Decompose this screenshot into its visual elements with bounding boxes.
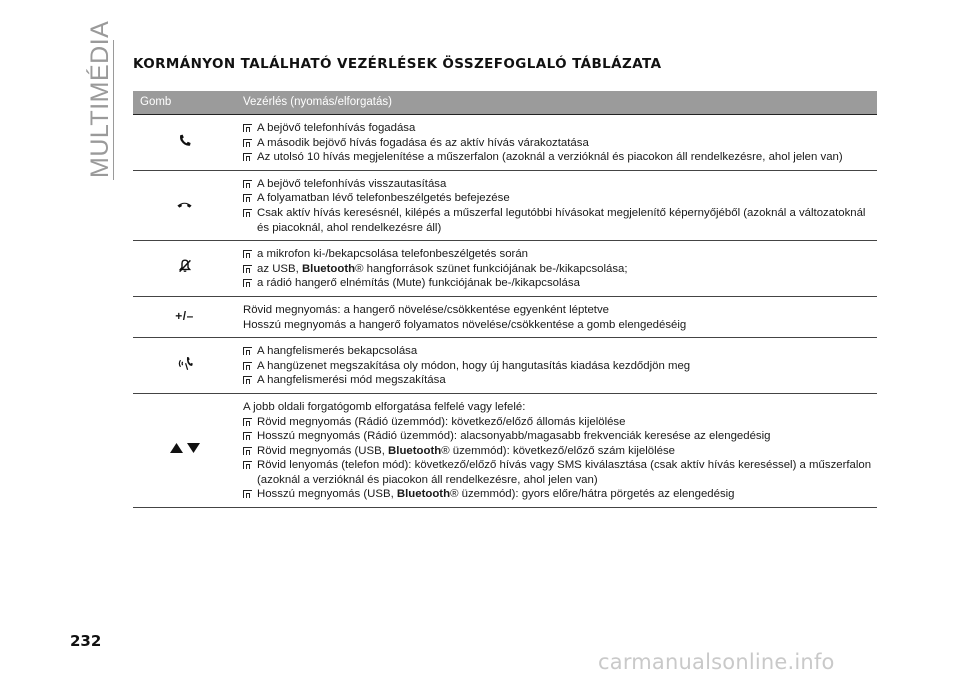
line-text: az USB,: [257, 262, 302, 275]
section-side-tab: MULTIMÉDIA: [86, 20, 114, 178]
description-line: [243, 303, 877, 318]
button-cell: [133, 241, 236, 297]
phone-hangup-icon: [177, 199, 192, 211]
mute-icon: [178, 264, 192, 276]
control-description-cell: [236, 393, 877, 507]
line-text: A bejövő telefonhívás visszautasítása: [257, 177, 447, 190]
bullet-icon: [243, 153, 252, 161]
bullet-icon: [243, 362, 252, 370]
line-text: A folyamatban lévő telefonbeszélgetés befejezése: [257, 192, 510, 205]
bullet-icon: [243, 418, 252, 426]
line-text: Csak aktív hívás keresésnél, kilépés a műszerfal legutóbbi hívásokat megjelenítő képernyőjéből (azoknál a változatoknál és piacoknál, ahol rendelkezésre áll): [257, 206, 866, 234]
line-text: Rövid lenyomás (telefon mód): következő/előző hívás vagy SMS kiválasztása (csak aktív hívás kereséssel) a műszerfalon (azoknál a verzióknál és piacokon áll rendelkezésre, ahol jelen van): [257, 459, 872, 486]
button-cell: [133, 115, 236, 171]
line-text: A második bejövő hívás fogadása és az aktív hívás várakoztatása: [257, 136, 589, 149]
bullet-icon: [243, 376, 252, 384]
description-line: [243, 359, 877, 374]
description-line: [243, 373, 877, 388]
phone-answer-icon: [179, 138, 191, 150]
description-line: [243, 262, 877, 277]
table-row: [133, 170, 877, 240]
description-line: [243, 177, 877, 192]
line-text: A jobb oldali forgatógomb elforgatása felfelé vagy lefelé:: [243, 400, 526, 413]
bullet-icon: [243, 279, 252, 287]
bullet-icon: [243, 194, 252, 202]
control-description-cell: [236, 170, 877, 240]
control-description-cell: [236, 338, 877, 394]
description-line: [243, 415, 877, 430]
description-line: [243, 458, 877, 487]
line-text: A hangüzenet megszakítása oly módon, hogy új hangutasítás kiadása kezdődjön meg: [257, 359, 691, 372]
line-text: a rádió hangerő elnémítás (Mute) funkciójának be-/kikapcsolása: [257, 277, 580, 290]
description-line: [243, 487, 877, 502]
bullet-icon: [243, 139, 252, 147]
description-line: [243, 150, 877, 165]
line-text: Hosszú megnyomás (USB,: [257, 488, 397, 501]
table-row: [133, 393, 877, 507]
page-number: 232: [70, 632, 102, 650]
description-line: [243, 206, 877, 235]
line-text-bold: Bluetooth: [301, 262, 356, 275]
button-cell: [133, 338, 236, 394]
description-line: [243, 400, 877, 415]
voice-recognition-icon: [177, 362, 193, 374]
line-text: a mikrofon ki-/bekapcsolása telefonbeszélgetés során: [257, 248, 528, 261]
up-down-arrows-icon: [169, 445, 201, 457]
table-body: [133, 115, 877, 508]
description-line: [243, 429, 877, 444]
bullet-icon: [243, 180, 252, 188]
description-line: [243, 136, 877, 151]
table-row: [133, 296, 877, 337]
control-description-cell: [236, 241, 877, 297]
bullet-icon: [243, 250, 252, 258]
table-header-row: [133, 91, 877, 115]
control-description-cell: [236, 296, 877, 337]
description-line: [243, 344, 877, 359]
line-text: Rövid megnyomás (USB,: [257, 444, 389, 457]
bullet-icon: [243, 209, 252, 217]
description-line: [243, 247, 877, 262]
description-line: [243, 191, 877, 206]
table-row: [133, 241, 877, 297]
line-text: Hosszú megnyomás a hangerő folyamatos növelése/csökkentése a gomb elengedéséig: [243, 318, 687, 331]
header-button: Gomb: [133, 91, 236, 115]
description-line: [243, 276, 877, 291]
header-control: Vezérlés (nyomás/elforgatás): [236, 91, 877, 115]
line-text: A hangfelismerés bekapcsolása: [257, 345, 418, 358]
control-description-cell: [236, 115, 877, 171]
line-text-bold: Bluetooth: [396, 488, 451, 501]
description-line: [243, 121, 877, 136]
button-cell: [133, 296, 236, 337]
bullet-icon: [243, 490, 252, 498]
bullet-icon: [243, 124, 252, 132]
line-text: ® üzemmód): következő/előző szám kijelölése: [441, 444, 675, 457]
table-row: [133, 338, 877, 394]
steering-controls-table: [133, 91, 877, 508]
bullet-icon: [243, 447, 252, 455]
bullet-icon: [243, 461, 252, 469]
button-cell: [133, 393, 236, 507]
watermark: carmanualsonline.info: [598, 650, 835, 674]
line-text: Rövid megnyomás: a hangerő növelése/csökkentése egyenként léptetve: [243, 303, 609, 316]
button-cell: [133, 170, 236, 240]
page-title: KORMÁNYON TALÁLHATÓ VEZÉRLÉSEK ÖSSZEFOGLALÓ TÁBLÁZATA: [133, 56, 662, 72]
volume-plus-minus-icon: +/–: [175, 309, 194, 324]
line-text: A hangfelismerési mód megszakítása: [257, 374, 446, 387]
line-text-bold: Bluetooth: [388, 444, 442, 457]
bullet-icon: [243, 432, 252, 440]
line-text: Rövid megnyomás (Rádió üzemmód): következő/előző állomás kijelölése: [257, 415, 626, 428]
bullet-icon: [243, 347, 252, 355]
description-line: [243, 444, 877, 459]
description-line: [243, 318, 877, 333]
bullet-icon: [243, 265, 252, 273]
line-text: A bejövő telefonhívás fogadása: [257, 122, 416, 134]
line-text: Hosszú megnyomás (Rádió üzemmód): alacsonyabb/magasabb frekvenciák keresése az elengedésig: [257, 430, 771, 443]
line-text: ® üzemmód): gyors előre/hátra pörgetés az elengedésig: [450, 488, 735, 501]
table-row: [133, 115, 877, 171]
line-text: ® hangforrások szünet funkciójának be-/kikapcsolása;: [355, 262, 628, 275]
line-text: Az utolsó 10 hívás megjelenítése a műszerfalon (azoknál a verzióknál és piacokon áll rendelkezésre, ahol jelen van): [257, 151, 843, 164]
